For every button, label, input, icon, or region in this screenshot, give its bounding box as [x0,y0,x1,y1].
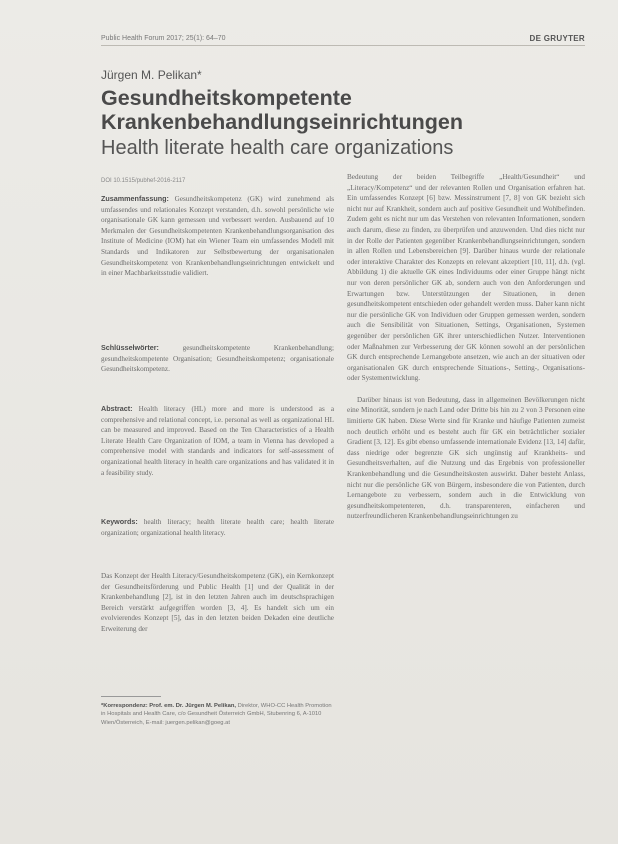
keywords-german [101,343,334,375]
intro-paragraph: Das Konzept der Health Literacy/Gesundheitskompetenz (GK), ein Kernkonzept der Gesundheitsförderung und Public Health [1] und der Qualität in der Krankenbehandlung [2], ist in den letzten Jahren auch im deutschsprachigen Bereich verstärkt aufgegriffen worden [3, 4]. Es handelt sich um ein evolvierendes Konzept [5], das in den letzten beiden Dekaden eine deutliche Erweiterung der [101,572,334,633]
keywords-english [101,517,334,538]
header-rule [101,45,585,46]
body-paragraph: Bedeutung der beiden Teilbegriffe „Health/Gesundheit“ und „Literacy/Kompetenz“ und der relevanten Rollen und Organisation erfahren hat. Ein umfassendes Konzept [6] bzw. Messinstrument [7, 8] von GK bezieht sich nicht nur auf Krankheit, sondern auch auf positive Gesundheit und Wohlbefinden. Zudem geht es nicht nur um das Verstehen von relevanten Informationen, sondern auch darum, diese zu finden, zu überprüfen und anzuwenden. Und dies nicht nur in der Rolle der Patienten gegenüber Krankenbehandlungseinrichtungen, sondern in allen Rollen und Lebensbereichen [9]. Darüber hinaus wurde der relationale oder interaktive Charakter des Konzepts en relevant akzeptiert [10, 11], d.h. (vgl. Abbildung 1) die aktuelle GK eines Individuums oder einer Gruppe hängt nicht nur von deren persönlicher GK ab, sondern auch von den Anforderungen und Erwartungen bzw. Unterstützungen der Situationen, in denen gesundheitskompetent entschieden oder gehandelt werden muss. Daher kann nicht nur die persönliche GK von Individuen oder Gruppen gemessen werden, sondern auch die Sensibilität von Situationen, Settings, Organisationen, Systemen gegenüber der persönlichen GK ihrer unterschiedlichen Nutzer. Interventionen oder Maßnahmen zur Verbesserung der GK können sowohl an der persönlichen GK durch entsprechende Lernangebote ansetzen, wie auch an der situativen oder organisationalen GK durch entsprechende Situations-, Setting-, Organisations- oder Systementwicklung. [347,173,585,383]
publisher-logo: DE GRUYTER [529,34,585,43]
title-german: Gesundheitskompetente Krankenbehandlungseinrichtungen [101,86,463,134]
abstract-english [101,404,334,478]
right-column [347,172,585,533]
footnote-rule [101,696,161,697]
doi: DOI 10.1515/pubhef-2016-2117 [101,178,186,184]
keywords-german-text: gesundheitskompetente Krankenbehandlung; gesundheitskompetente Organisation; Gesundheitskompetenz; organisationale Gesundheitskompetenz. [101,344,335,374]
keywords-german-label: Schlüsselwörter: [101,343,159,352]
author-name: Jürgen M. Pelikan* [101,68,202,82]
correspondence-footnote [101,702,334,727]
footnote-text: Direktor, WHO-CC Health Promotion in Hospitals and Health Care, c/o Gesundheit Österreich GmbH, Stubenring 6, A-1010 Wien/Österreich, E-mail: juergen.pelikan@goeg.at [101,703,332,726]
keywords-english-text: health literacy; health literate health care; health literate organization; organizational health literacy. [101,518,335,537]
body-paragraph: Darüber hinaus ist von Bedeutung, dass in allgemeinen Bevölkerungen nicht eine Minorität, sondern je nach Land oder Dritte bis hin zu 2 von 3 Personen eine limitierte GK haben. Diese Werte sind für Kranke und häufige Patienten zumeist noch deutlich erhöht und es besteht auch für GK ein beträchtlicher sozialer Gradient [3, 12]. Es gibt ebenso umfassende internationale Evidenz [13, 14] dafür, dass niedrige oder begrenzte GK sich ungünstig auf Krankheits- und Gesundheitsverhalten, auf die Nutzung und das Ergebnis von professioneller Krankenbehandlung und die Gesundheitskosten auswirkt. Daher besteht Anlass, nicht nur die persönliche GK von Bürgern, insbesondere die von Patienten, durch Lernangebote zu verbessern, sondern auch in die Entwicklung von gesundheitskompetenteren, d.h. transparenteren, einfacheren und nutzerfreundlicheren Krankenbehandlungseinrichtungen zu [347,395,585,521]
footnote-label: *Korrespondenz: Prof. em. Dr. Jürgen M. Pelikan, [101,703,236,709]
title-english: Health literate health care organizations [101,137,454,159]
abstract-english-text: Health literacy (HL) more and more is understood as a comprehensive and relational concept, i.e. personal as well as organizational HL can be measured and improved. Based on the Ten Characteristics of a Health Literate Health Care Organization of IOM, a team in Vienna has developed a comprehensive model with standards and indicators for self-assessment of organizational health literacy in health care organizations and has validated it in a feasibility study. [101,405,335,477]
journal-citation: Public Health Forum 2017; 25(1): 64–70 [101,35,226,42]
abstract-german-label: Zusammenfassung: [101,194,169,203]
abstract-german [101,194,334,279]
running-head [101,34,585,43]
abstract-english-label: Abstract: [101,404,133,413]
abstract-german-text: Gesundheitskompetenz (GK) wird zunehmend als umfassendes und relationales Konzept verstanden, d.h. sowohl persönliche wie organisationale GK kann gemessen und verbessert werden. Ausbauend auf 10 Merkmalen der Gesundheitskompetenten Krankenbehandlungsorganisation des Institute of Medicine (IOM) hat ein Wiener Team ein umfassendes Modell mit Standards und Indikatoren zur Selbstbewertung der organisationalen Gesundheitskompetenz von Krankenbehandlungseinrichtungen entwickelt und in einer Machbarkeitsstudie validiert. [101,195,334,278]
keywords-english-label: Keywords: [101,517,138,526]
